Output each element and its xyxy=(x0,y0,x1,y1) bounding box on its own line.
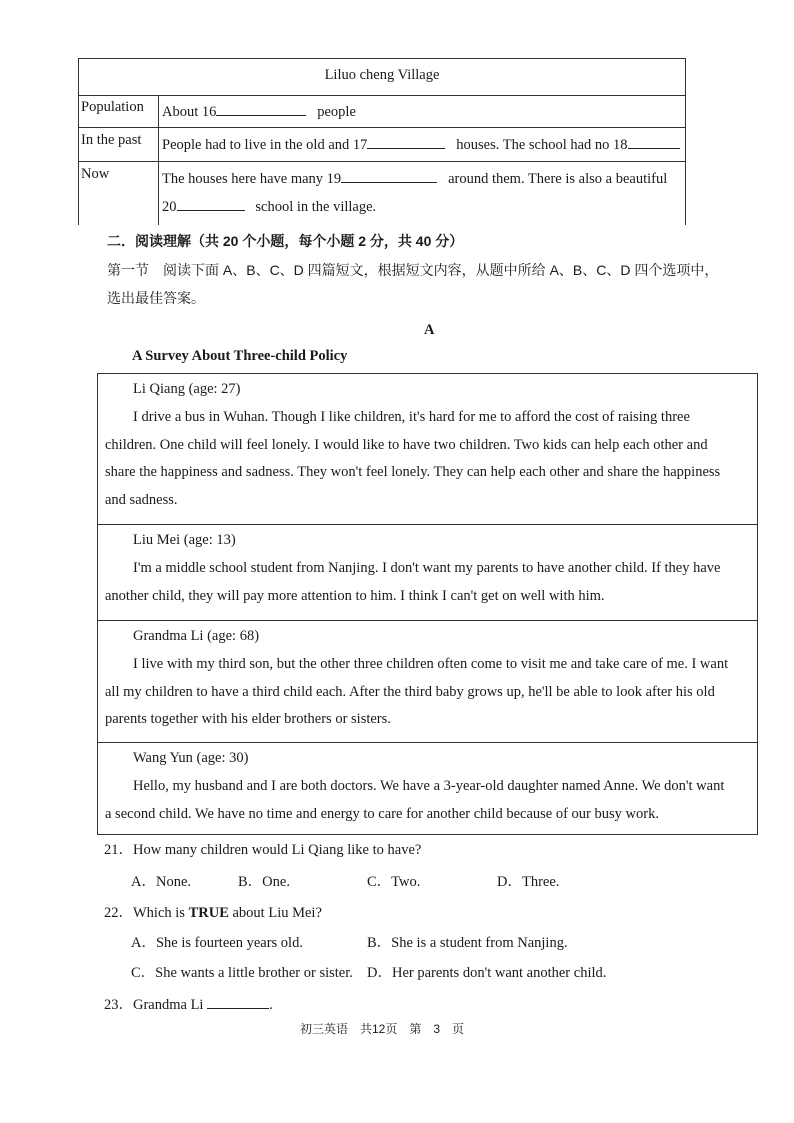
question-23: 23．Grandma Li . xyxy=(104,993,273,1014)
answer-blank-20[interactable] xyxy=(177,195,245,211)
survey-entry-li-qiang xyxy=(98,374,757,524)
person-name: Liu Mei (age: 13) xyxy=(133,532,236,548)
table-row-past xyxy=(79,127,685,162)
answer-blank-17[interactable] xyxy=(367,133,445,149)
person-paragraph: I drive a bus in Wuhan. Though I like children, it's hard for me to afford the cost of raising three children. One child will feel lonely. I would like to have two children. Two kids can help each other and share the happiness and sadness. They won't feel lonely. They can help each other and share the happiness and sadness. xyxy=(105,409,721,508)
passage-letter: A xyxy=(424,322,435,338)
person-name: Li Qiang (age: 27) xyxy=(133,381,241,397)
passage-title: A Survey About Three-child Policy xyxy=(132,348,348,364)
row-label: Population xyxy=(81,99,144,115)
option-22-a[interactable]: A．She is fourteen years old. xyxy=(131,935,303,951)
village-table xyxy=(78,58,686,225)
person-name: Wang Yun (age: 30) xyxy=(133,750,249,766)
option-22-b[interactable]: B．She is a student from Nanjing. xyxy=(367,935,568,951)
section-heading: 二．阅读理解（共 20 个小题，每个小题 2 分，共 40 分） xyxy=(107,233,464,249)
section-instruction: 第一节 阅读下面 A、B、C、D 四篇短文，根据短文内容，从题中所给 A、B、C、D 四个选项中， xyxy=(107,262,719,278)
option-21-b[interactable]: B．One. xyxy=(238,874,290,890)
question-22: 22．Which is TRUE about Liu Mei? xyxy=(104,905,322,921)
row-text: About 16 people xyxy=(162,100,356,121)
table-row-now xyxy=(79,161,685,226)
survey-entry-liu-mei xyxy=(98,524,757,621)
row-label: Now xyxy=(81,166,110,182)
option-21-c[interactable]: C．Two. xyxy=(367,874,421,890)
row-text-line2: 20 school in the village. xyxy=(162,195,376,216)
option-21-a[interactable]: A．None. xyxy=(131,874,192,890)
person-paragraph: I live with my third son, but the other three children often come to visit me and take care of me. I want all my children to have a third child each. After the third baby grows up, he'll be able to look after his old parents together with his elder brothers or sisters. xyxy=(105,656,729,727)
person-paragraph: Hello, my husband and I are both doctors. We have a 3-year-old daughter named Anne. We don't want a second child. We have no time and energy to care for another child because of our busy work. xyxy=(105,778,725,822)
person-name: Grandma Li (age: 68) xyxy=(133,628,260,644)
answer-blank-16[interactable] xyxy=(216,100,306,116)
survey-box xyxy=(97,373,758,835)
answer-blank-19[interactable] xyxy=(341,167,437,183)
survey-entry-grandma-li xyxy=(98,620,757,743)
row-label: In the past xyxy=(81,132,142,148)
survey-entry-wang-yun xyxy=(98,742,757,835)
answer-blank-23[interactable] xyxy=(207,993,269,1009)
section-instruction-line2: 选出最佳答案。 xyxy=(107,290,205,306)
row-text: People had to live in the old and 17 houses. The school had no 18 xyxy=(162,133,680,154)
table-row-population xyxy=(79,95,685,128)
answer-blank-18[interactable] xyxy=(628,133,680,149)
option-22-c[interactable]: C．She wants a little brother or sister. xyxy=(131,965,353,981)
question-21: 21．How many children would Li Qiang like to have? xyxy=(104,842,422,858)
person-paragraph: I'm a middle school student from Nanjing. I don't want my parents to have another child. If they have another child, they will pay more attention to him. I think I can't get on well with him. xyxy=(105,560,721,604)
row-text: The houses here have many 19 around them. There is also a beautiful xyxy=(162,167,667,188)
page-footer: 初三英语 共12页 第 3 页 xyxy=(300,1022,465,1036)
table-caption: Liluo cheng Village xyxy=(324,67,440,83)
option-22-d[interactable]: D．Her parents don't want another child. xyxy=(367,965,607,981)
option-21-d[interactable]: D．Three. xyxy=(497,874,560,890)
